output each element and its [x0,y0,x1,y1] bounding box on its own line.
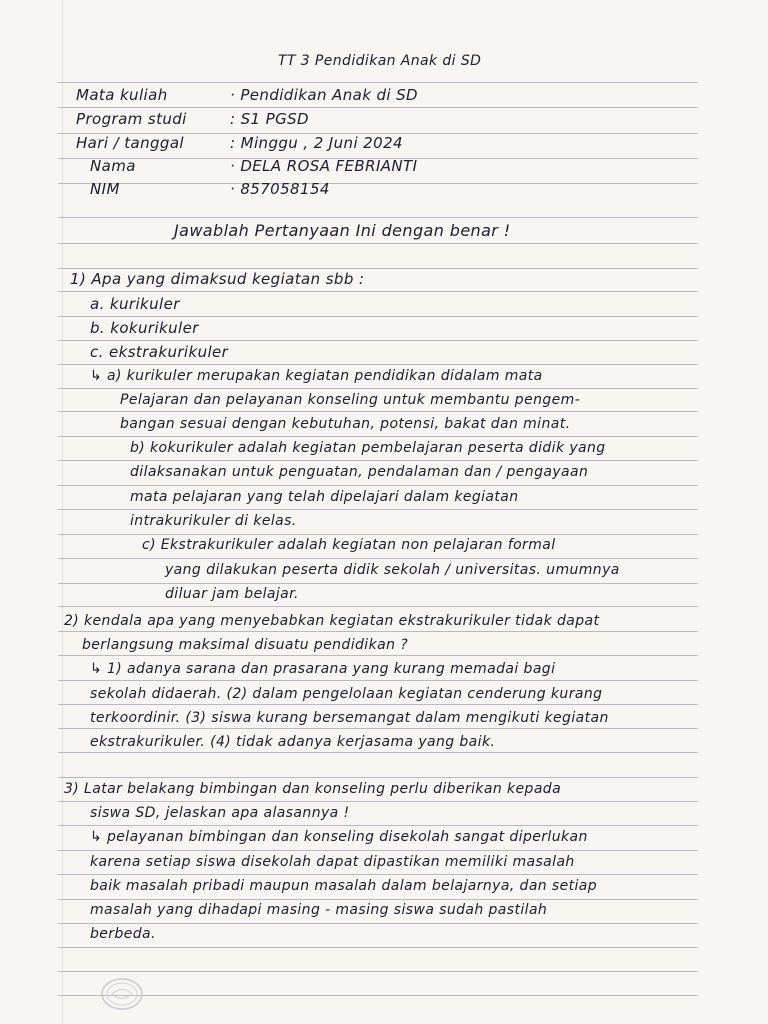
q2-answer-line: terkoordinir. (3) siswa kurang bersemangat dalam mengikuti kegiatan [90,710,609,726]
q1-answer-line: mata pelajaran yang telah dipelajari dalam kegiatan [130,489,519,505]
ruled-line [58,825,698,826]
q3-answer-line: berbeda. [90,926,156,942]
q2-answer-line: ↳ 1) adanya sarana dan prasarana yang kurang memadai bagi [90,661,556,677]
q2-answer-line: ekstrakurikuler. (4) tidak adanya kerjasama yang baik. [90,734,496,750]
ruled-line [58,316,698,317]
ruled-line [58,850,698,851]
ruled-line [58,243,698,244]
ruled-line [58,268,698,269]
info-label-program: Program studi [76,110,187,128]
ruled-line [58,995,698,996]
stamp-logo-icon [100,977,144,1011]
q1-answer-line: ↳ a) kurikuler merupakan kegiatan pendidikan didalam mata [90,368,543,384]
q3-answer-line: masalah yang dihadapi masing - masing siswa sudah pastilah [90,902,548,918]
ruled-line [58,291,698,292]
q3-answer-line: baik masalah pribadi maupun masalah dalam belajarnya, dan setiap [90,878,598,894]
info-value-date: : Minggu , 2 Juni 2024 [230,134,403,152]
ruled-line [58,923,698,924]
ruled-line [58,107,698,108]
q1-option-a: a. kurikuler [90,295,180,313]
ruled-line [58,874,698,875]
ruled-line [58,183,698,184]
ruled-line [58,460,698,461]
ruled-line [58,82,698,83]
ruled-line [58,583,698,584]
info-value-name: · DELA ROSA FEBRIANTI [230,157,418,175]
q1-answer-line: diluar jam belajar. [165,586,299,602]
ruled-line [58,801,698,802]
ruled-line [58,485,698,486]
ruled-line [58,680,698,681]
q1-option-c: c. ekstrakurikuler [90,343,229,361]
instruction: Jawablah Pertanyaan Ini dengan benar ! [174,221,511,240]
info-value-program: : S1 PGSD [230,110,309,128]
q1-answer-line: dilaksanakan untuk penguatan, pendalaman dan / pengayaan [130,464,589,480]
q3-question-line: 3) Latar belakang bimbingan dan konseling perlu diberikan kepada [64,781,562,797]
ruled-line [58,340,698,341]
ruled-line [58,899,698,900]
ruled-line [58,752,698,753]
q2-question-line: 2) kendala apa yang menyebabkan kegiatan ekstrakurikuler tidak dapat [64,613,600,629]
ruled-line [58,509,698,510]
ruled-line [58,364,698,365]
info-label-date: Hari / tanggal [76,134,184,152]
info-value-course: · Pendidikan Anak di SD [230,86,418,104]
q3-answer-line: karena setiap siswa disekolah dapat dipastikan memiliki masalah [90,854,575,870]
q1-answer-line: yang dilakukan peserta didik sekolah / universitas. umumnya [165,562,620,578]
ruled-line [58,947,698,948]
q1-answer-line: b) kokurikuler adalah kegiatan pembelajaran peserta didik yang [130,440,606,456]
q1-answer-line: intrakurikuler di kelas. [130,513,297,529]
ruled-line [58,388,698,389]
ruled-line [58,704,698,705]
q1-question: 1) Apa yang dimaksud kegiatan sbb : [70,270,365,288]
ruled-line [58,777,698,778]
info-label-nim: NIM [90,180,120,198]
info-label-course: Mata kuliah [76,86,168,104]
q1-answer-line: Pelajaran dan pelayanan konseling untuk membantu pengem- [120,392,581,408]
ruled-line [58,631,698,632]
q3-answer-line: ↳ pelayanan bimbingan dan konseling disekolah sangat diperlukan [90,829,588,845]
ruled-line [58,558,698,559]
ruled-line [58,534,698,535]
q1-answer-line: c) Ekstrakurikuler adalah kegiatan non pelajaran formal [142,537,556,553]
ruled-line [58,606,698,607]
ruled-line [58,655,698,656]
q2-answer-line: sekolah didaerah. (2) dalam pengelolaan kegiatan cenderung kurang [90,686,603,702]
ruled-line [58,436,698,437]
ruled-line [58,728,698,729]
info-label-name: Nama [90,157,136,175]
page-header: TT 3 Pendidikan Anak di SD [278,53,482,69]
q1-option-b: b. kokurikuler [90,319,199,337]
q1-answer-line: bangan sesuai dengan kebutuhan, potensi, bakat dan minat. [120,416,571,432]
q3-question-line: siswa SD, jelaskan apa alasannya ! [90,805,350,821]
q2-question-line: berlangsung maksimal disuatu pendidikan ? [82,637,409,653]
ruled-line [58,971,698,972]
page-margin-line [62,0,63,1024]
info-value-nim: · 857058154 [230,180,330,198]
ruled-line [58,217,698,218]
ruled-line [58,411,698,412]
